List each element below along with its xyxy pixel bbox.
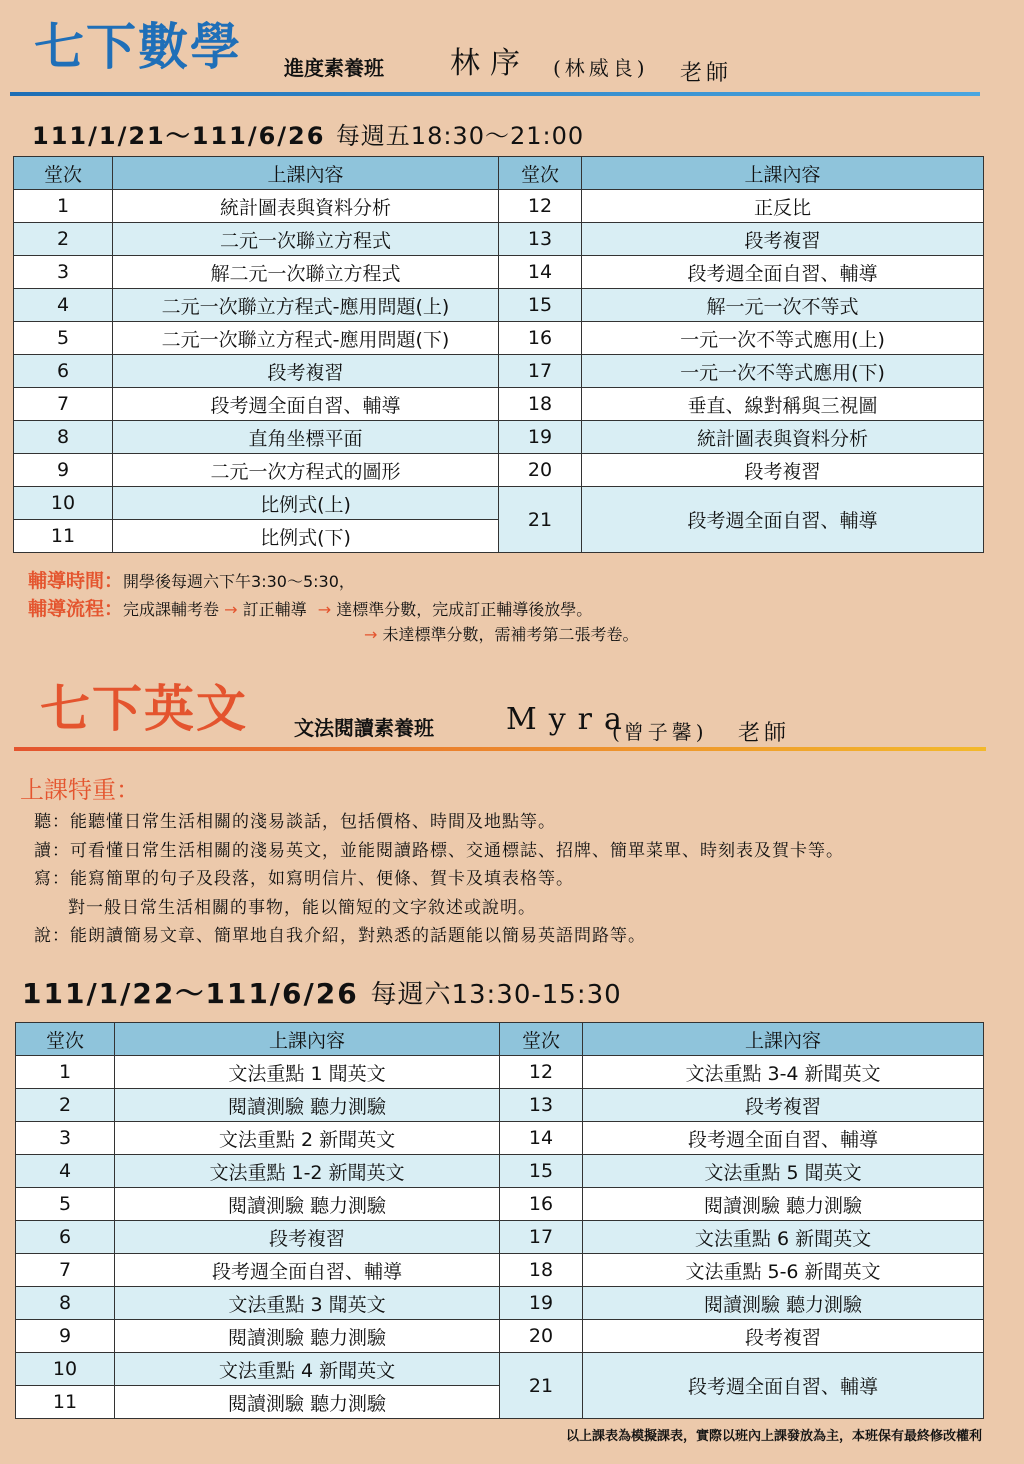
session-number: 14 (499, 256, 582, 289)
session-number: 8 (16, 1287, 115, 1320)
session-number: 20 (499, 454, 582, 487)
session-content: 文法重點 2 新聞英文 (115, 1122, 500, 1155)
english-class-name: 文法閱讀素養班 (294, 716, 434, 740)
session-number: 17 (499, 355, 582, 388)
session-number: 13 (499, 223, 582, 256)
english-schedule-table (15, 1022, 984, 1419)
session-content: 解一元一次不等式 (582, 289, 984, 322)
session-number: 19 (500, 1287, 583, 1320)
english-date-line (22, 972, 622, 1012)
session-number: 19 (499, 421, 582, 454)
table-row (14, 256, 984, 289)
table-row (14, 454, 984, 487)
session-content: 比例式(下) (113, 520, 499, 553)
flow-fail: 未達標準分數，需補考第二張考卷。 (382, 625, 639, 644)
session-number: 18 (499, 388, 582, 421)
session-number: 6 (14, 355, 113, 388)
math-schedule-table (13, 156, 984, 553)
session-content: 二元一次方程式的圖形 (113, 454, 499, 487)
session-number: 3 (16, 1122, 115, 1155)
table-row (16, 1221, 984, 1254)
focus-speaking: 說：能朗讀簡易文章、簡單地自我介紹，對熟悉的話題能以簡易英語問路等。 (34, 926, 646, 946)
session-content: 段考週全面自習、輔導 (115, 1254, 500, 1287)
flow-step-1: 完成課輔考卷 (123, 600, 220, 619)
session-content: 統計圖表與資料分析 (113, 190, 499, 223)
arrow-icon: → (317, 600, 332, 619)
header-content: 上課內容 (115, 1023, 500, 1056)
table-row (14, 355, 984, 388)
session-content: 文法重點 6 新聞英文 (583, 1221, 984, 1254)
english-teacher-realname: (曾子馨) (612, 720, 708, 744)
session-content: 段考複習 (583, 1089, 984, 1122)
session-number: 17 (500, 1221, 583, 1254)
table-row (14, 421, 984, 454)
session-content: 閱讀測驗 聽力測驗 (583, 1188, 984, 1221)
table-row (16, 1089, 984, 1122)
session-content: 閱讀測驗 聽力測驗 (115, 1188, 500, 1221)
session-number: 9 (16, 1320, 115, 1353)
flow-step-2: 訂正輔導 (242, 600, 307, 619)
header-content: 上課內容 (113, 157, 499, 190)
session-content: 段考週全面自習、輔導 (582, 256, 984, 289)
tutoring-time-text: 開學後每週六下午3:30～5:30， (123, 572, 355, 591)
session-number: 4 (16, 1155, 115, 1188)
session-content: 直角坐標平面 (113, 421, 499, 454)
english-date-range: 111/1/22～111/6/26 (22, 977, 359, 1010)
session-number: 11 (16, 1386, 115, 1419)
session-number: 1 (14, 190, 113, 223)
session-content: 文法重點 4 新聞英文 (115, 1353, 500, 1386)
flow-pass: 達標準分數，完成訂正輔導後放學。 (336, 600, 593, 619)
session-number: 21 (499, 487, 582, 553)
session-number: 3 (14, 256, 113, 289)
math-divider (10, 92, 980, 96)
table-row (14, 289, 984, 322)
session-content: 段考週全面自習、輔導 (583, 1353, 984, 1419)
session-content: 段考複習 (583, 1320, 984, 1353)
session-number: 7 (16, 1254, 115, 1287)
arrow-icon: → (224, 600, 238, 619)
session-number: 1 (16, 1056, 115, 1089)
session-content: 文法重點 5-6 新聞英文 (583, 1254, 984, 1287)
session-content: 一元一次不等式應用(上) (582, 322, 984, 355)
session-content: 段考複習 (582, 454, 984, 487)
session-content: 垂直、線對稱與三視圖 (582, 388, 984, 421)
table-row (16, 1056, 984, 1089)
tutoring-time-label: 輔導時間： (28, 570, 124, 592)
session-number: 18 (500, 1254, 583, 1287)
session-number: 4 (14, 289, 113, 322)
session-number: 12 (500, 1056, 583, 1089)
session-number: 11 (14, 520, 113, 553)
session-number: 16 (500, 1188, 583, 1221)
session-content: 解二元一次聯立方程式 (113, 256, 499, 289)
session-number: 8 (14, 421, 113, 454)
session-content: 統計圖表與資料分析 (582, 421, 984, 454)
session-content: 段考週全面自習、輔導 (583, 1122, 984, 1155)
session-number: 7 (14, 388, 113, 421)
session-number: 9 (14, 454, 113, 487)
english-teacher-name: Myra (506, 702, 634, 737)
session-content: 二元一次聯立方程式-應用問題(下) (113, 322, 499, 355)
math-class-name: 進度素養班 (284, 56, 384, 80)
session-content: 一元一次不等式應用(下) (582, 355, 984, 388)
session-content: 二元一次聯立方程式 (113, 223, 499, 256)
math-date-range: 111/1/21～111/6/26 (32, 122, 326, 150)
english-weekly-time: 每週六13:30-15:30 (370, 980, 622, 1010)
math-date-line (32, 116, 584, 151)
session-content: 段考複習 (582, 223, 984, 256)
session-content: 段考複習 (113, 355, 499, 388)
math-weekly-time: 每週五18:30～21:00 (335, 122, 585, 150)
session-number: 5 (14, 322, 113, 355)
english-teacher-suffix: 老師 (738, 721, 791, 746)
session-number: 16 (499, 322, 582, 355)
focus-list (34, 808, 994, 951)
session-number: 5 (16, 1188, 115, 1221)
table-row (16, 1188, 984, 1221)
session-number: 15 (500, 1155, 583, 1188)
session-content: 段考複習 (115, 1221, 500, 1254)
session-content: 閱讀測驗 聽力測驗 (115, 1386, 500, 1419)
table-row (16, 1155, 984, 1188)
session-content: 閱讀測驗 聽力測驗 (115, 1320, 500, 1353)
session-content: 比例式(上) (113, 487, 499, 520)
session-content: 文法重點 5 聞英文 (583, 1155, 984, 1188)
session-number: 10 (14, 487, 113, 520)
table-row (16, 1254, 984, 1287)
table-row (16, 1122, 984, 1155)
header-session: 堂次 (499, 157, 582, 190)
english-title: 七下英文 (40, 680, 248, 738)
session-number: 10 (16, 1353, 115, 1386)
session-number: 13 (500, 1089, 583, 1122)
session-content: 二元一次聯立方程式-應用問題(上) (113, 289, 499, 322)
session-content: 段考週全面自習、輔導 (113, 388, 499, 421)
session-content: 閱讀測驗 聽力測驗 (583, 1287, 984, 1320)
session-content: 文法重點 1-2 新聞英文 (115, 1155, 500, 1188)
math-teacher-realname: (林威良) (553, 56, 649, 80)
table-row (14, 190, 984, 223)
table-row (14, 223, 984, 256)
table-row (16, 1320, 984, 1353)
session-number: 2 (14, 223, 113, 256)
table-row (14, 322, 984, 355)
focus-reading: 讀：可看懂日常生活相關的淺易英文，並能閱讀路標、交通標誌、招牌、簡單菜單、時刻表及賀卡等。 (34, 840, 844, 861)
math-teacher-name: 林序 (450, 46, 530, 81)
footer-disclaimer: 以上課表為模擬課表，實際以班內上課發放為主，本班保有最終修改權利 (565, 1429, 982, 1444)
focus-listening: 聽：能聽懂日常生活相關的淺易談話，包括價格、時間及地點等。 (34, 812, 556, 832)
session-content: 文法重點 3-4 新聞英文 (583, 1056, 984, 1089)
english-divider (14, 747, 986, 751)
tutoring-flow-label: 輔導流程： (28, 598, 124, 620)
header-session: 堂次 (14, 157, 113, 190)
session-content: 閱讀測驗 聽力測驗 (115, 1089, 500, 1122)
table-row (16, 1287, 984, 1320)
focus-title: 上課特重： (20, 776, 140, 804)
session-number: 6 (16, 1221, 115, 1254)
arrow-icon: → (364, 625, 378, 644)
focus-writing: 寫：能寫簡單的句子及段落，如寫明信片、便條、賀卡及填表格等。 (34, 869, 574, 889)
session-number: 2 (16, 1089, 115, 1122)
session-content: 文法重點 3 聞英文 (115, 1287, 500, 1320)
session-content: 正反比 (582, 190, 984, 223)
session-number: 14 (500, 1122, 583, 1155)
header-session: 堂次 (500, 1023, 583, 1056)
table-row (14, 388, 984, 421)
table-row (14, 487, 984, 520)
table-row (16, 1353, 984, 1386)
tutoring-notes (28, 566, 728, 650)
session-content: 文法重點 1 聞英文 (115, 1056, 500, 1089)
focus-writing-2: 對一般日常生活相關的事物，能以簡短的文字敘述或說明。 (68, 897, 536, 918)
session-number: 12 (499, 190, 582, 223)
header-content: 上課內容 (583, 1023, 984, 1056)
header-session: 堂次 (16, 1023, 115, 1056)
math-teacher-suffix: 老師 (680, 61, 733, 86)
session-content: 段考週全面自習、輔導 (582, 487, 984, 553)
header-content: 上課內容 (582, 157, 984, 190)
math-title: 七下數學 (34, 18, 242, 76)
session-number: 21 (500, 1353, 583, 1419)
session-number: 15 (499, 289, 582, 322)
session-number: 20 (500, 1320, 583, 1353)
